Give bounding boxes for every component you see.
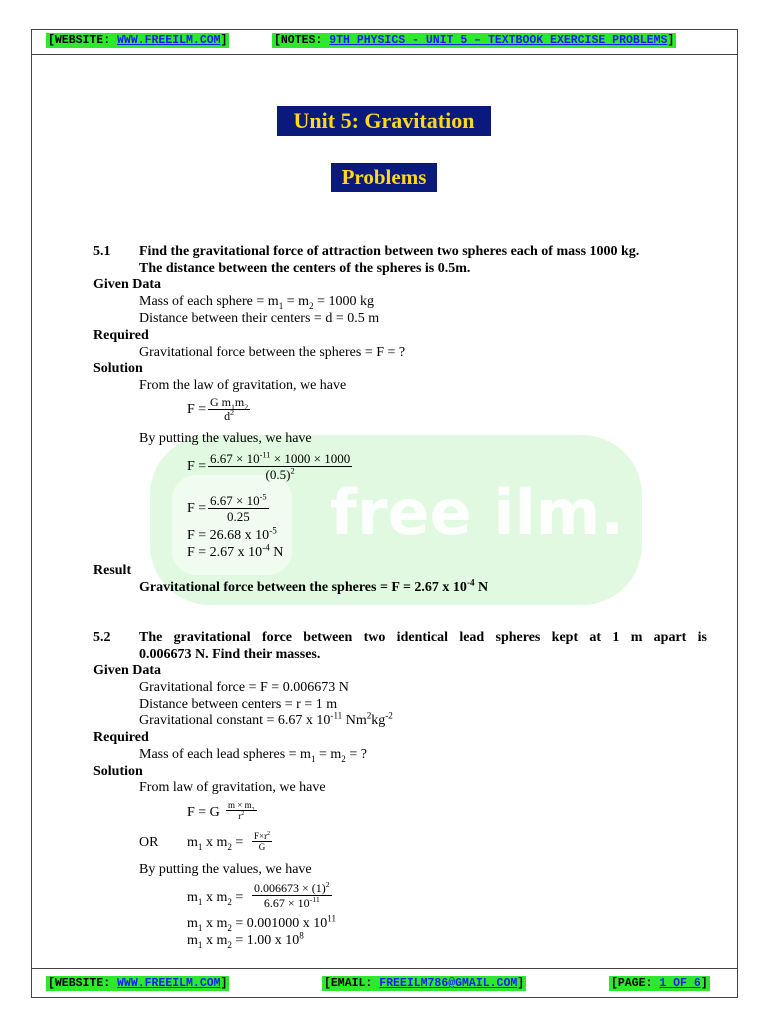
p2-eq4: $m_1$ x $m_2 = 0.001000$ x $10^{11}$	[187, 913, 337, 933]
p1-eq1-fraction: $\frac{6.67 \times 10^{-11} \times 1000 \times 1000}{(0.5)^2}$	[210, 449, 351, 482]
problem-1-solution-label: Solution	[93, 361, 143, 376]
problem-2-number: 5.2	[93, 630, 111, 645]
p2-eq2-fraction: $\frac{F\times r^2}{G}$	[254, 831, 270, 852]
problem-1-given-2: Distance between their centers = d = 0.5 m	[139, 311, 380, 326]
header-divider	[31, 54, 738, 55]
problem-1-result-text: Gravitational force between the spheres = F = 2.67 x $10^{-4}$ N	[139, 577, 489, 595]
watermark-text: free ilm.	[330, 476, 624, 549]
problem-2-given-label: Given Data	[93, 663, 162, 678]
footer-email-link[interactable]: FREEILM786@GMAIL.COM	[379, 977, 518, 990]
problem-2-solution-label: Solution	[93, 764, 143, 779]
p2-eq2-lhs: $m_1$ x $m_2$ =	[187, 835, 244, 852]
footer-page-tag: [PAGE: 1 OF 6]	[611, 977, 708, 990]
problem-2-given-2: Distance between centers = r = 1 m	[139, 697, 338, 712]
p2-eq3-fraction: $\frac{0.006673 \times (1)^2}{6.67 \times 10^{-11}}$	[254, 880, 330, 910]
p2-eq1-fraction: $\frac{m \times m_2}{r^2}$	[228, 800, 255, 821]
problem-1-given-label: Given Data	[93, 277, 162, 292]
problem-1-solution-step-2: By putting the values, we have	[139, 431, 312, 446]
p1-eq2-fraction: $\frac{6.67 \times 10^{-5}}{0.25}$	[210, 491, 267, 524]
problem-2-question-line2: 0.006673 N. Find their masses.	[139, 647, 321, 662]
p2-eq3-lhs: $m_1$ x $m_2$ =	[187, 890, 244, 907]
footer-email-tag: [EMAIL: FREEILM786@GMAIL.COM]	[324, 977, 525, 990]
p2-eq5: $m_1$ x $m_2 = 1.00$ x $10^8$	[187, 930, 304, 950]
p1-eq2-lhs: F =	[187, 501, 207, 516]
p1-formula-fraction: $\frac{G m_1m_2}{d^2}$	[210, 395, 249, 423]
header-website-link[interactable]: WWW.FREEILM.COM	[117, 34, 221, 47]
problem-1-number: 5.1	[93, 244, 111, 259]
problem-2-given-3: Gravitational constant = 6.67 x $10^{-11}$ $Nm^2kg^{-2}$	[139, 710, 393, 728]
p1-result-line-1: F = 26.68 x $10^{-5}$	[187, 525, 277, 543]
header-website-tag: [WEBSITE: WWW.FREEILM.COM]	[48, 34, 228, 47]
problem-2-required-label: Required	[93, 730, 149, 745]
problem-1-required-1: Gravitational force between the spheres = F = ?	[139, 345, 406, 360]
problem-1-question-line2: The distance between the centers of the spheres is 0.5m.	[139, 261, 471, 276]
problem-2-given-1: Gravitational force = F = 0.006673 N	[139, 680, 349, 695]
problem-1-question-line1: Find the gravitational force of attraction between two spheres each of mass 1000 kg.	[139, 244, 640, 259]
p2-or-label: OR	[139, 835, 159, 850]
header-notes-link[interactable]: 9TH PHYSICS - UNIT 5 – TEXTBOOK EXERCISE PROBLEMS	[329, 34, 668, 47]
p1-eq1-lhs: F =	[187, 459, 207, 474]
page-subtitle: Problems	[331, 163, 437, 192]
header-notes-tag: [NOTES: 9TH PHYSICS - UNIT 5 – TEXTBOOK EXERCISE PROBLEMS]	[274, 34, 675, 47]
problem-1-required-label: Required	[93, 328, 149, 343]
footer-website-link[interactable]: WWW.FREEILM.COM	[117, 977, 221, 990]
problem-2-solution-step-1: From law of gravitation, we have	[139, 780, 326, 795]
problem-1-result-label: Result	[93, 563, 132, 578]
footer-page-link[interactable]: 1 OF 6	[659, 977, 701, 990]
footer-divider	[31, 968, 738, 969]
page-title: Unit 5: Gravitation	[277, 106, 491, 136]
problem-1-given-1: Mass of each sphere = $m_1 = m_2 = 1000$ kg	[139, 294, 374, 311]
footer-website-tag: [WEBSITE: WWW.FREEILM.COM]	[48, 977, 228, 990]
problem-1-solution-step-1: From the law of gravitation, we have	[139, 378, 347, 393]
p1-result-line-2: F = 2.67 x $10^{-4}$ N	[187, 542, 284, 560]
problem-2-question-line1: The gravitational force between two identical lead spheres kept at 1 m apart is	[139, 630, 707, 645]
problem-2-solution-step-2: By putting the values, we have	[139, 862, 312, 877]
p2-eq1-lhs: F = G	[187, 805, 220, 820]
problem-2-required-1: Mass of each lead spheres = $m_1 = m_2$ = ?	[139, 747, 367, 764]
p1-formula-lhs: F =	[187, 402, 207, 417]
